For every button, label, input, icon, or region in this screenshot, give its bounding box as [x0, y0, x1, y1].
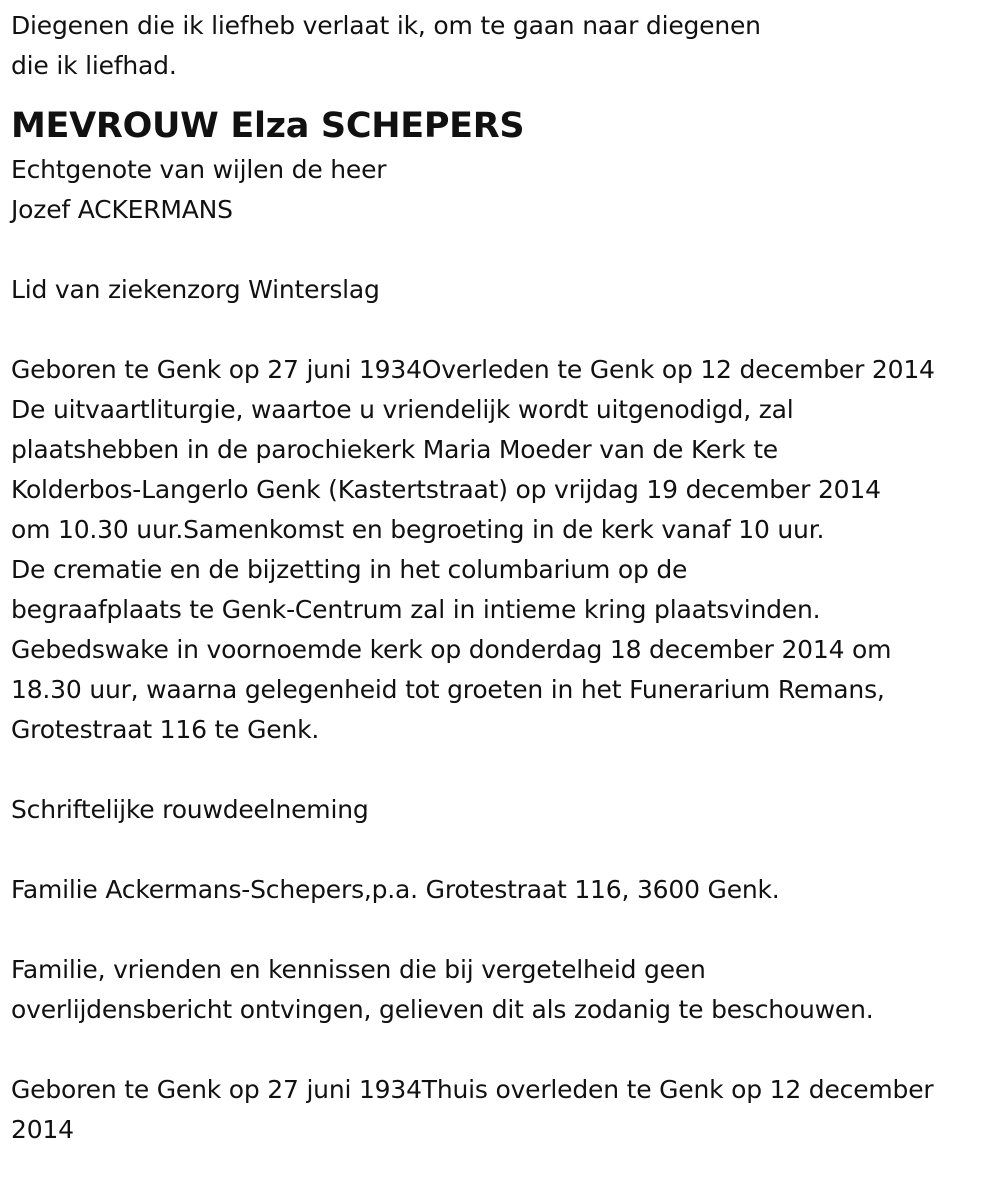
notice-line: Familie, vrienden en kennissen die bij vergetelheid geen [11, 955, 706, 984]
ceremony-line: De uitvaartliturgie, waartoe u vriendelijk wordt uitgenodigd, zal [11, 395, 794, 424]
family-address: Familie Ackermans-Schepers,p.a. Grotestraat 116, 3600 Genk. [11, 875, 780, 904]
ceremony-line: De crematie en de bijzetting in het columbarium op de [11, 555, 688, 584]
ceremony-line: Grotestraat 116 te Genk. [11, 715, 320, 744]
footer-line: Geboren te Genk op 27 juni 1934Thuis overleden te Genk op 12 december [11, 1075, 934, 1104]
ceremony-line: Kolderbos-Langerlo Genk (Kastertstraat) op vrijdag 19 december 2014 [11, 475, 881, 504]
motto [11, 6, 996, 86]
notice-line: overlijdensbericht ontvingen, gelieven dit als zodanig te beschouwen. [11, 995, 874, 1024]
notice [11, 950, 996, 1030]
ceremony-line: Gebedswake in voornoemde kerk op donderdag 18 december 2014 om [11, 635, 892, 664]
obituary-notice [11, 6, 996, 1150]
spouse-line: Jozef ACKERMANS [11, 195, 233, 224]
ceremony-line: plaatshebben in de parochiekerk Maria Moeder van de Kerk te [11, 435, 778, 464]
ceremony-line: 18.30 uur, waarna gelegenheid tot groeten in het Funerarium Remans, [11, 675, 885, 704]
ceremony-line: begraafplaats te Genk-Centrum zal in intieme kring plaatsvinden. [11, 595, 821, 624]
membership: Lid van ziekenzorg Winterslag [11, 275, 380, 304]
spouse-line: Echtgenote van wijlen de heer [11, 155, 387, 184]
motto-line: Diegenen die ik liefheb verlaat ik, om te gaan naar diegenen [11, 11, 761, 40]
footer [11, 1070, 996, 1150]
footer-line: 2014 [11, 1115, 74, 1144]
condolence-note: Schriftelijke rouwdeelneming [11, 795, 369, 824]
motto-line: die ik liefhad. [11, 51, 177, 80]
ceremony-details [11, 350, 996, 750]
deceased-name: MEVROUW Elza SCHEPERS [11, 106, 525, 146]
ceremony-line: om 10.30 uur.Samenkomst en begroeting in de kerk vanaf 10 uur. [11, 515, 825, 544]
spouse-info [11, 150, 996, 230]
ceremony-line: Geboren te Genk op 27 juni 1934Overleden te Genk op 12 december 2014 [11, 355, 935, 384]
